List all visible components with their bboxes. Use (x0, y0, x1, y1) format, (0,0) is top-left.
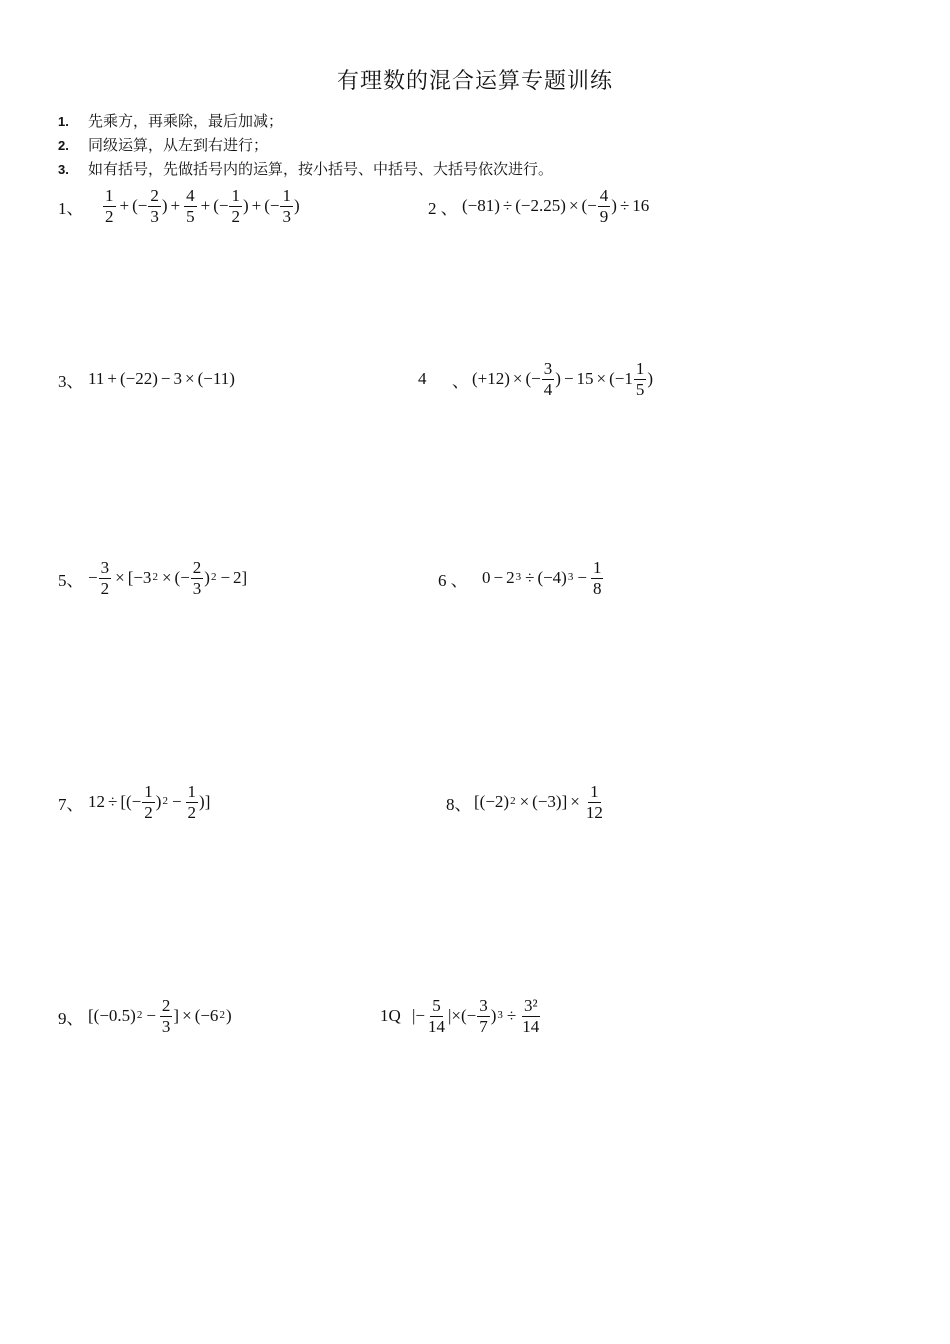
fraction-denominator: 3 (161, 1016, 171, 1036)
operator: × (519, 792, 530, 811)
exponent: 2 (210, 571, 217, 583)
expression-term: − (88, 568, 98, 587)
operator: + (200, 196, 211, 215)
rules-list (58, 110, 553, 182)
fraction-denominator: 8 (592, 578, 602, 598)
rule-text: 同级运算，从左到右进行； (88, 138, 269, 154)
fraction-denominator: 12 (585, 802, 603, 822)
problem-expression (474, 782, 606, 823)
problem-8 (446, 779, 606, 825)
problem-separator: 、 (452, 371, 469, 391)
rule-item (58, 110, 553, 134)
problem-3 (58, 356, 235, 402)
operator: − (220, 568, 231, 587)
rule-text: 如有括号，先做括号内的运算，按小括号、中括号、大括号依次进行。 (88, 162, 554, 178)
exponent: 2 (162, 795, 168, 807)
exponent: 2 (136, 1009, 143, 1021)
exponent: 2 (152, 571, 158, 583)
expression-term: (−6 (194, 1006, 219, 1025)
operator: − (493, 568, 504, 587)
expression-term: (+12) (472, 369, 510, 388)
fraction (584, 782, 605, 823)
operator: + (170, 196, 181, 215)
operator: ÷ (108, 792, 118, 811)
fraction (520, 996, 541, 1037)
expression-term: (−4) (537, 568, 567, 587)
fraction (142, 782, 155, 823)
problem-9 (58, 993, 232, 1039)
expression-term: ) (293, 196, 300, 215)
expression-term: (−2.25) (515, 196, 566, 215)
expression-term: ) (490, 1006, 497, 1025)
expression-term: (−3)] (532, 792, 568, 811)
fraction (426, 996, 447, 1037)
expression-term: ) (242, 196, 249, 215)
expression-term: (−22) (119, 369, 158, 388)
fraction-denominator: 5 (186, 206, 195, 226)
fraction (280, 186, 293, 227)
expression-term: 12 (88, 792, 105, 811)
operator: × (512, 369, 523, 388)
problem-expression (88, 558, 247, 599)
operator: × (115, 568, 125, 587)
rule-number: 2. (58, 138, 69, 153)
fraction (191, 558, 204, 599)
rule-item (58, 134, 553, 158)
fraction-numerator: 2 (192, 557, 202, 577)
fraction-numerator: 4 (599, 185, 609, 205)
fraction-denominator: 4 (543, 379, 553, 399)
expression-term: (−11) (197, 369, 235, 388)
expression-term: 3 (173, 369, 182, 388)
expression-term: [(− (120, 792, 142, 811)
operator: − (171, 792, 182, 811)
fraction (542, 359, 555, 400)
operator: ÷ (619, 196, 630, 215)
fraction (184, 186, 197, 227)
expression-term: 15 (576, 369, 594, 388)
operator: ÷ (525, 568, 535, 587)
fraction-denominator: 2 (100, 578, 110, 598)
fraction-denominator: 2 (144, 802, 153, 822)
problem-5 (58, 555, 247, 601)
fraction (99, 558, 112, 599)
operator: + (107, 369, 117, 388)
fraction (634, 359, 647, 400)
rule-text: 先乘方，再乘除，最后加减； (88, 114, 284, 130)
fraction-denominator: 2 (105, 206, 114, 226)
problem-2 (428, 183, 649, 229)
expression-term: ) (204, 568, 210, 587)
fraction (186, 782, 199, 823)
operator: − (577, 568, 587, 587)
problem-number: 2 、 (428, 198, 458, 218)
fraction-denominator: 3 (150, 206, 159, 226)
problem-expression (88, 996, 232, 1037)
expression-term: ) (555, 369, 561, 388)
operator: − (563, 369, 574, 388)
operator: − (146, 1006, 156, 1025)
expression-term: )] (199, 792, 211, 811)
fraction-numerator: 3² (523, 995, 538, 1015)
expression-term: (− (264, 196, 280, 215)
problem-number: 1、 (58, 198, 84, 218)
fraction-numerator: 1 (144, 781, 153, 801)
operator: × (182, 1006, 192, 1025)
problem-7 (58, 779, 210, 825)
fraction-numerator: 1 (592, 557, 602, 577)
problem-expression (88, 782, 210, 823)
fraction-numerator: 1 (282, 185, 291, 205)
fraction-numerator: 1 (635, 358, 645, 378)
fraction (229, 186, 242, 227)
problem-number: 6 、 (438, 570, 468, 590)
expression-term: (− (525, 369, 541, 388)
fraction-numerator: 1 (590, 781, 599, 801)
exponent: 2 (219, 1009, 225, 1021)
operator: × (596, 369, 607, 388)
operator: × (568, 196, 579, 215)
problem-expression (102, 186, 300, 227)
rule-number: 1. (58, 114, 69, 129)
fraction-numerator: 1 (187, 781, 197, 801)
expression-term: ) (225, 1006, 232, 1025)
fraction (477, 996, 490, 1037)
problem-number: 9、 (58, 1008, 84, 1028)
expression-term: ) (647, 369, 654, 388)
fraction-denominator: 3 (282, 206, 291, 226)
expression-term: |×(− (448, 1006, 477, 1025)
fraction-numerator: 2 (150, 185, 159, 205)
expression-term: 11 (88, 369, 105, 388)
expression-term: 16 (632, 196, 650, 215)
fraction-denominator: 7 (479, 1016, 488, 1036)
fraction (148, 186, 161, 227)
page-title: 有理数的混合运算专题训练 (336, 68, 613, 93)
fraction-denominator: 9 (599, 206, 609, 226)
fraction-numerator: 1 (231, 185, 240, 205)
fraction-denominator: 14 (522, 1016, 540, 1036)
expression-term: ) (155, 792, 162, 811)
expression-term: [(−0.5) (88, 1006, 136, 1025)
exponent: 2 (510, 795, 516, 807)
problem-expression (412, 996, 542, 1037)
fraction-denominator: 2 (231, 206, 240, 226)
fraction-numerator: 3 (543, 358, 553, 378)
exponent: 3 (567, 571, 574, 583)
fraction-numerator: 4 (186, 185, 195, 205)
operator: × (184, 369, 195, 388)
problem-number: 4 (418, 369, 427, 388)
fraction (598, 186, 611, 227)
fraction-denominator: 3 (192, 578, 202, 598)
operator: ÷ (506, 1006, 517, 1025)
problem-number: 5、 (58, 570, 84, 590)
expression-term: 2 (506, 568, 515, 587)
fraction (591, 558, 604, 599)
expression-term: (− (174, 568, 190, 587)
expression-term: (−81) (462, 196, 500, 215)
exponent: 3 (497, 1009, 503, 1021)
problem-6 (438, 555, 604, 601)
problem-expression (462, 186, 649, 227)
rule-item (58, 158, 553, 182)
operator: + (119, 196, 130, 215)
fraction-numerator: 3 (479, 995, 488, 1015)
expression-term: |− (412, 1006, 425, 1025)
problem-10 (380, 993, 542, 1039)
fraction (160, 996, 173, 1037)
expression-term: [−3 (127, 568, 152, 587)
fraction (103, 186, 116, 227)
problem-4 (418, 356, 653, 402)
expression-term: 0 (482, 568, 491, 587)
expression-term: (− (581, 196, 597, 215)
operator: ÷ (502, 196, 513, 215)
expression-term: (−1 (609, 369, 633, 388)
fraction-numerator: 1 (105, 185, 114, 205)
problem-number: 3、 (58, 371, 84, 391)
fraction-numerator: 2 (161, 995, 171, 1015)
expression-term: ) (161, 196, 168, 215)
problem-number: 7、 (58, 794, 84, 814)
operator: + (251, 196, 262, 215)
expression-term: 2] (233, 568, 248, 587)
expression-term: (− (132, 196, 148, 215)
expression-term: [(−2) (474, 792, 510, 811)
problem-1 (58, 183, 300, 229)
problem-number: 1Q (380, 1006, 401, 1025)
rule-number: 3. (58, 162, 69, 177)
problem-expression (482, 558, 604, 599)
fraction-denominator: 14 (428, 1016, 445, 1036)
operator: × (570, 792, 580, 811)
fraction-denominator: 2 (187, 802, 197, 822)
fraction-numerator: 3 (100, 557, 110, 577)
problem-expression (88, 369, 235, 389)
expression-term: ) (611, 196, 617, 215)
exponent: 3 (515, 571, 522, 583)
fraction-denominator: 5 (635, 379, 645, 399)
expression-term: (− (213, 196, 229, 215)
operator: − (160, 369, 171, 388)
operator: × (161, 568, 172, 587)
problem-expression (472, 359, 653, 400)
fraction-numerator: 5 (432, 995, 441, 1015)
expression-term: ] (173, 1006, 180, 1025)
problem-number: 8、 (446, 794, 472, 814)
